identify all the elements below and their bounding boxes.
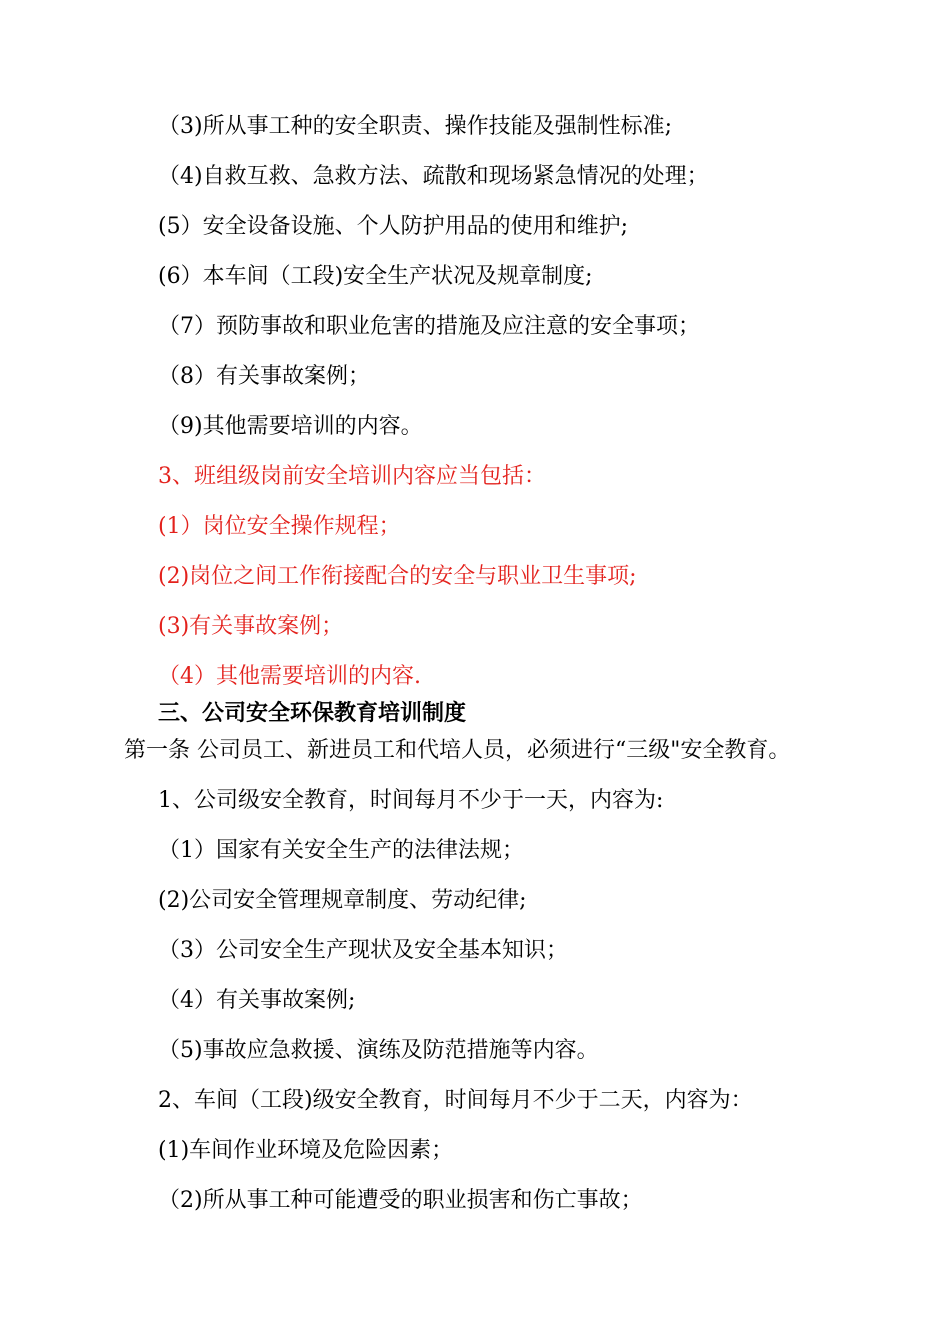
list-item: （7）预防事故和职业危害的措施及应注意的安全事项； [158,314,700,339]
list-item: (5）安全设备设施、个人防护用品的使用和维护; [158,214,628,239]
list-item: （2)所从事工种可能遭受的职业损害和伤亡事故； [158,1188,643,1213]
list-item: （4）其他需要培训的内容. [158,664,421,689]
list-item: （8）有关事故案例； [158,364,370,389]
section-subheading: 1、公司级安全教育，时间每月不少于一天，内容为: [158,788,664,813]
list-item: （4)自救互救、急救方法、疏散和现场紧急情况的处理； [158,164,709,189]
list-item: (2)公司安全管理规章制度、劳动纪律; [158,888,527,913]
section-heading: 三、公司安全环保教育培训制度 [158,700,467,726]
list-item: （1）国家有关安全生产的法律法规； [158,838,524,863]
list-item: (1）岗位安全操作规程； [158,514,401,539]
list-item: （3）公司安全生产现状及安全基本知识； [158,938,568,963]
section-subheading: 3、班组级岗前安全培训内容应当包括： [158,464,546,489]
list-item: （3)所从事工种的安全职责、操作技能及强制性标准; [158,114,672,139]
list-item: （4）有关事故案例; [158,988,356,1013]
list-item: （9)其他需要培训的内容。 [158,414,423,439]
list-item: (6）本车间（工段)安全生产状况及规章制度; [158,264,593,289]
section-subheading: 2、车间（工段)级安全教育，时间每月不少于二天，内容为： [158,1088,753,1113]
list-item: （5)事故应急救援、演练及防范措施等内容。 [158,1038,599,1063]
list-item: (1)车间作业环境及危险因素； [158,1138,454,1163]
paragraph: 第一条 公司员工、新进员工和代培人员，必须进行“三级"安全教育。 [124,738,791,763]
list-item: (3)有关事故案例； [158,614,344,639]
list-item: (2)岗位之间工作衔接配合的安全与职业卫生事项; [158,564,637,589]
